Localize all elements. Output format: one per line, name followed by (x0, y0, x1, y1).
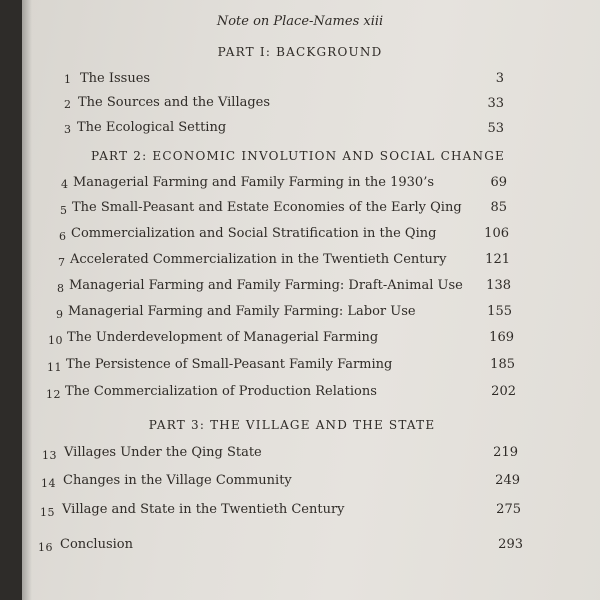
chapter-page: 219 (493, 445, 518, 460)
chapter-title: The Ecological Setting (77, 120, 227, 135)
chapter-title: Changes in the Village Community (63, 473, 292, 488)
chapter-number: 7 (58, 256, 66, 269)
chapter-number: 13 (42, 449, 57, 462)
chapter-number: 4 (61, 178, 69, 191)
chapter-number: 16 (38, 541, 53, 554)
chapter-number: 6 (59, 230, 67, 243)
part-3-heading: PART 3: THE VILLAGE AND THE STATE (148, 418, 436, 432)
chapter-number: 9 (56, 308, 64, 321)
chapter-page: 202 (491, 384, 516, 399)
chapter-page: 69 (490, 175, 507, 190)
chapter-page: 85 (490, 200, 507, 215)
chapter-page: 275 (496, 502, 521, 517)
chapter-title: The Small-Peasant and Estate Economies of the Early Qing (72, 200, 462, 215)
chapter-title: Villages Under the Qing State (64, 445, 262, 460)
chapter-page: 169 (489, 330, 514, 345)
chapter-title: Village and State in the Twentieth Century (62, 502, 345, 517)
part-1-heading: PART I: BACKGROUND (217, 45, 383, 59)
chapter-number: 1 (64, 73, 72, 86)
chapter-number: 5 (60, 204, 68, 217)
chapter-number: 11 (47, 361, 62, 374)
chapter-number: 12 (46, 388, 61, 401)
chapter-title: Accelerated Commercialization in the Twentieth Century (70, 252, 447, 267)
chapter-title: Managerial Farming and Family Farming in the 1930’s (73, 175, 434, 190)
chapter-number: 2 (64, 98, 72, 111)
chapter-title: Managerial Farming and Family Farming: Labor Use (68, 304, 416, 319)
chapter-number: 3 (64, 123, 72, 136)
chapter-number: 8 (57, 282, 65, 295)
chapter-page: 138 (486, 278, 511, 293)
chapter-title: The Persistence of Small-Peasant Family Farming (66, 357, 393, 372)
part-2-heading: PART 2: ECONOMIC INVOLUTION AND SOCIAL CHANGE (91, 149, 505, 163)
page-gutter-shadow (22, 0, 32, 600)
chapter-title: The Commercialization of Production Relations (65, 384, 377, 399)
chapter-page: 106 (484, 226, 509, 241)
chapter-title: The Sources and the Villages (78, 95, 271, 110)
chapter-page: 249 (495, 473, 520, 488)
chapter-title: Conclusion (60, 537, 133, 552)
chapter-page: 3 (495, 71, 504, 86)
chapter-page: 121 (485, 252, 510, 267)
chapter-page: 53 (487, 121, 504, 136)
chapter-page: 293 (498, 537, 523, 552)
chapter-number: 10 (48, 334, 63, 347)
chapter-title: Managerial Farming and Family Farming: Draft-Animal Use (69, 278, 463, 293)
chapter-page: 185 (490, 357, 515, 372)
chapter-title: The Issues (80, 71, 151, 86)
chapter-title: Commercialization and Social Stratification in the Qing (71, 226, 437, 241)
chapter-page: 33 (487, 96, 504, 111)
chapter-number: 14 (41, 477, 56, 490)
chapter-title: The Underdevelopment of Managerial Farming (67, 330, 379, 345)
chapter-page: 155 (487, 304, 512, 319)
running-head: Note on Place-Names xiii (216, 14, 384, 29)
chapter-number: 15 (40, 506, 55, 519)
